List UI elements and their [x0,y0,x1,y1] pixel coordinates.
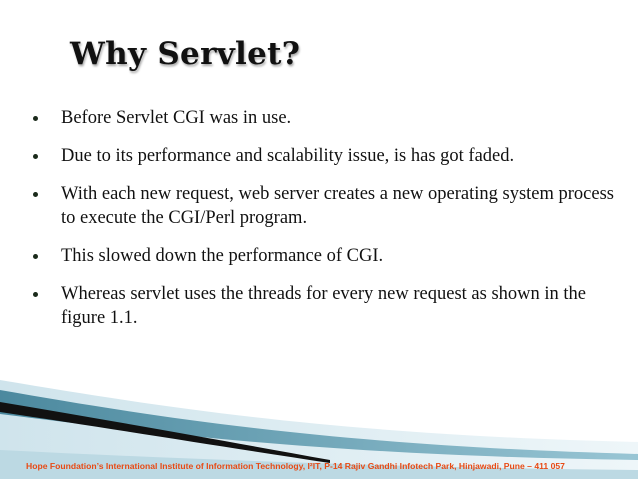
bullet-text: Whereas servlet uses the threads for every new request as shown in the figure 1.1. [61,284,587,328]
bullet-dot-icon [33,192,38,197]
bullet-item [30,106,620,130]
bullet-list [30,106,620,344]
bullet-text: Before Servlet CGI was in use. [61,108,292,128]
bullet-dot-icon [33,154,38,159]
bullet-dot-icon [33,292,38,297]
bullet-item [30,244,620,268]
bullet-dot-icon [33,116,38,121]
bullet-text: With each new request, web server creates a new operating system process to execute the CGI/Perl program. [61,184,615,228]
bullet-item [30,282,620,330]
footer-text: Hope Foundation’s International Institute of Information Technology, I²IT, P-14 Rajiv Gandhi Infotech Park, Hinjawadi, Pune – 411 057 [26,461,565,471]
bullet-dot-icon [33,254,38,259]
bullet-item [30,144,620,168]
bullet-text: Due to its performance and scalability issue, is has got faded. [61,146,515,166]
bullet-item [30,182,620,230]
slide-title: Why Servlet? [70,36,301,72]
bullet-text: This slowed down the performance of CGI. [61,246,384,266]
